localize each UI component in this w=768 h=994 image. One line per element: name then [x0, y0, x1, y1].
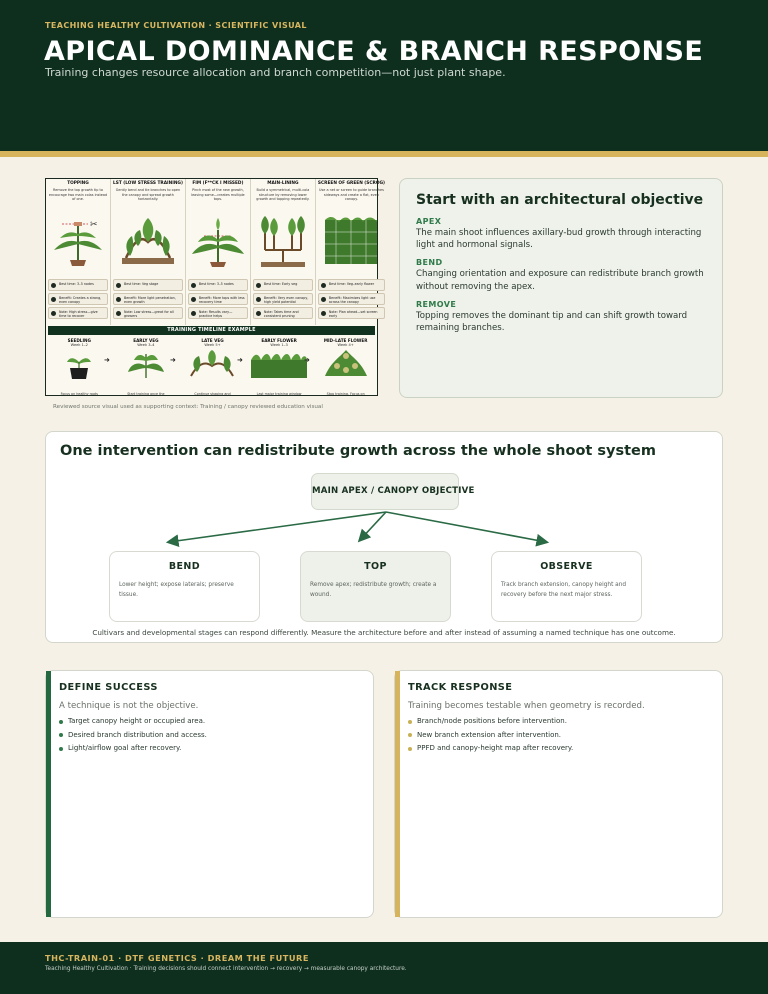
branch-desc: Lower height; expose laterals; preserve tissue. — [119, 582, 234, 599]
technique-note: Benefit: Maximizes light use across the canopy — [318, 293, 385, 305]
track-list — [408, 717, 710, 752]
footer-code: THC-TRAIN-01 · DTF GENETICS · DREAM THE FUTURE — [45, 953, 309, 963]
timeline-stage — [312, 338, 379, 398]
card-accent-stripe — [395, 671, 400, 917]
svg-text:✂: ✂ — [90, 220, 98, 230]
growth-redistribution-diagram — [45, 431, 723, 643]
timeline-arrow-icon: ➜ — [170, 356, 176, 364]
timeline-arrow-icon: ➜ — [304, 356, 310, 364]
page-subtitle: Training changes resource allocation and branch competition—not just plant shape. — [45, 66, 506, 79]
technique-desc: Build a symmetrical, multi-cola structure by removing lower growth and topping repeatedly. — [256, 188, 310, 202]
diagram-title: One intervention can redistribute growth across the whole shoot system — [60, 443, 656, 459]
technique-title: SCREEN OF GREEN (SCROG) — [317, 181, 385, 186]
timeline-stage-note: Stop training. Focus on — [326, 392, 365, 396]
branch-desc: Remove apex; redistribute growth; create a wound. — [310, 582, 437, 599]
objective-item-bend — [416, 258, 706, 292]
header — [0, 0, 768, 152]
timeline-stage-week: Week 3–4 — [137, 343, 155, 347]
branch-node-observe — [491, 551, 642, 622]
technique-note: Best time: Veg–early flower — [318, 279, 385, 291]
timeline-stage-name: EARLY FLOWER — [261, 338, 297, 343]
footer-tagline: Teaching Healthy Cultivation · Training decisions should connect intervention → recovery → measurable canopy architecture. — [45, 966, 407, 972]
early-veg-plant-icon — [126, 348, 166, 380]
lst-plant-icon — [118, 212, 178, 268]
figure-caption: Reviewed source visual used as supporting context: Training / canopy reviewed education visual — [53, 404, 323, 410]
branch-title: BEND — [168, 561, 201, 572]
list-item: Desired branch distribution and access. — [59, 731, 361, 739]
footer — [0, 942, 768, 994]
technique-desc: Pinch most of the new growth, leaving some—creates multiple tops. — [191, 188, 245, 202]
technique-note: Benefit: Very even canopy, high yield potential — [253, 293, 313, 305]
list-item: PPFD and canopy-height map after recovery. — [408, 744, 710, 752]
technique-scrog — [316, 179, 387, 325]
technique-note: Best time: Early veg — [253, 279, 313, 291]
timeline-arrow-icon: ➜ — [104, 356, 110, 364]
objective-title: Start with an architectural objective — [416, 192, 704, 208]
timeline-stage — [179, 338, 246, 398]
technique-note: Best time: Veg stage — [113, 279, 183, 291]
objective-item-apex — [416, 217, 706, 251]
timeline-stage — [113, 338, 180, 398]
technique-note: Best time: 3–5 nodes — [188, 279, 248, 291]
training-poster — [45, 178, 385, 396]
technique-title: FIM (F**CK I MISSED) — [192, 181, 244, 186]
gold-divider — [0, 151, 768, 157]
technique-columns — [46, 179, 385, 325]
objective-item-remove — [416, 300, 706, 334]
technique-note: Note: Takes time and consistent pruning — [253, 307, 313, 319]
timeline-stage-week: Week 4+ — [337, 343, 354, 347]
main-apex-node: MAIN APEX / CANOPY OBJECTIVE — [311, 473, 459, 510]
objective-text: Topping removes the dominant tip and can shift growth toward remaining branches. — [416, 310, 688, 334]
technique-title: MAIN-LINING — [267, 181, 299, 186]
objective-key: APEX — [416, 217, 442, 226]
technique-note: Note: Plan ahead—set screen early — [318, 307, 385, 319]
timeline-stage-note: Last major training window — [256, 392, 302, 396]
objective-text: The main shoot influences axillary-bud growth through interacting light and hormonal signals. — [416, 228, 702, 251]
technique-fim — [186, 179, 251, 325]
list-item: Light/airflow goal after recovery. — [59, 744, 361, 752]
technique-desc: Use a net or screen to guide branches sideways and create a flat, even canopy. — [319, 188, 384, 202]
list-item: Target canopy height or occupied area. — [59, 717, 361, 725]
timeline-stage — [46, 338, 113, 398]
technique-note: Note: Low stress—great for all growers — [113, 307, 183, 319]
card-title: TRACK RESPONSE — [408, 682, 513, 693]
timeline-stage-week: Week 1–3 — [270, 343, 288, 347]
branch-node-top — [300, 551, 451, 622]
technique-note: Benefit: More light penetration, even growth — [113, 293, 183, 305]
technique-topping — [46, 179, 111, 325]
branch-title: TOP — [364, 561, 387, 572]
flowering-plant-icon — [321, 348, 371, 380]
scrog-canopy-icon — [321, 212, 381, 268]
technique-title: LST (LOW STRESS TRAINING) — [113, 181, 183, 186]
header-eyebrow: TEACHING HEALTHY CULTIVATION · SCIENTIFIC VISUAL — [45, 21, 307, 30]
timeline-stage-week: Week 1–2 — [70, 343, 88, 347]
training-timeline — [46, 338, 379, 398]
success-list — [59, 717, 361, 752]
define-success-card — [45, 670, 374, 918]
timeline-stage-note: Start training once the — [127, 392, 165, 396]
technique-title: TOPPING — [67, 181, 89, 186]
timeline-stage-name: LATE VEG — [201, 338, 224, 343]
timeline-arrow-icon: ➜ — [237, 356, 243, 364]
timeline-stage-name: SEEDLING — [67, 338, 91, 343]
technique-note: Benefit: Creates a strong, even canopy — [48, 293, 108, 305]
objective-text: Changing orientation and exposure can redistribute branch growth without removing the apex. — [416, 269, 704, 292]
topping-plant-icon — [48, 212, 108, 268]
timeline-stage-note: Continue shaping and — [194, 392, 231, 396]
fim-plant-icon — [188, 212, 248, 268]
objective-key: REMOVE — [416, 299, 457, 309]
seedling-pot-icon — [59, 348, 99, 380]
branch-title: OBSERVE — [540, 561, 593, 572]
card-lead: Training becomes testable when geometry is recorded. — [408, 701, 645, 711]
timeline-stage — [246, 338, 313, 398]
page-title: APICAL DOMINANCE & BRANCH RESPONSE — [44, 36, 704, 67]
timeline-stage-note: Focus on healthy roots — [60, 392, 98, 396]
early-flower-canopy-icon — [249, 348, 309, 380]
technique-note: Benefit: More tops with less recovery time — [188, 293, 248, 305]
list-item: Branch/node positions before intervention. — [408, 717, 710, 725]
card-lead: A technique is not the objective. — [59, 701, 199, 711]
branch-desc: Track branch extension, canopy height and recovery before the next major stress. — [501, 582, 627, 599]
card-accent-stripe — [46, 671, 51, 917]
late-veg-plant-icon — [187, 348, 237, 380]
technique-desc: Remove the top growth tip to encourage two main colas instead of one. — [48, 188, 108, 202]
training-poster-figure — [45, 178, 385, 410]
technique-note: Best time: 3–5 nodes — [48, 279, 108, 291]
timeline-stage-name: EARLY VEG — [133, 338, 159, 343]
architectural-objective-panel — [399, 178, 723, 398]
timeline-stage-name: MID–LATE FLOWER — [323, 338, 368, 343]
technique-note: Note: High stress—give time to recover — [48, 307, 108, 319]
objective-key: BEND — [416, 258, 443, 268]
card-title: DEFINE SUCCESS — [59, 682, 158, 693]
technique-desc: Gently bend and tie branches to open the canopy and spread growth horizontally. — [115, 188, 181, 202]
track-response-card — [394, 670, 723, 918]
timeline-stage-week: Week 5+ — [204, 343, 221, 347]
technique-note: Note: Results vary—practice helps — [188, 307, 248, 319]
technique-lst — [111, 179, 186, 325]
list-item: New branch extension after intervention. — [408, 731, 710, 739]
branch-node-bend — [109, 551, 260, 622]
technique-mainlining — [251, 179, 316, 325]
diagram-footnote: Cultivars and developmental stages can respond differently. Measure the architecture before and after instead of assuming a named technique has one outcome. — [92, 628, 676, 637]
mainlining-plant-icon — [253, 212, 313, 268]
timeline-title: TRAINING TIMELINE EXAMPLE — [48, 326, 375, 335]
